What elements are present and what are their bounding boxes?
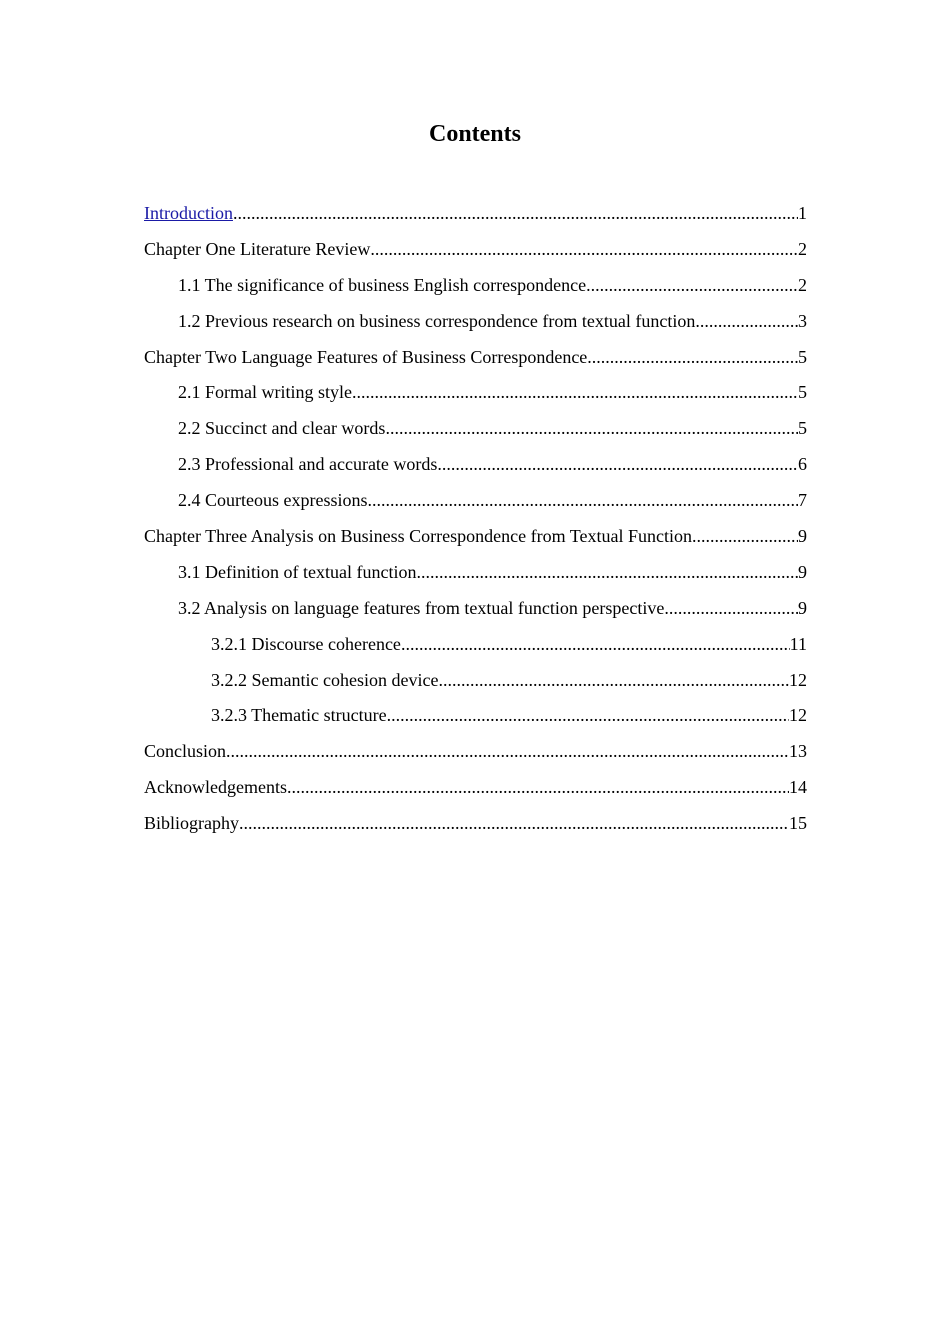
toc-dot-leader	[233, 199, 798, 227]
toc-entry-chapter-one[interactable]	[144, 235, 807, 271]
toc-page-number: 5	[798, 382, 807, 403]
toc-entry-title: Chapter Three Analysis on Business Correspondence from Textual Function	[144, 526, 692, 547]
toc-entry-title: 3.2 Analysis on language features from textual function perspective	[178, 597, 665, 618]
toc-dot-leader	[352, 378, 798, 406]
toc-dot-leader	[385, 414, 798, 442]
toc-dot-leader	[695, 307, 798, 335]
toc-entry-chapter-three[interactable]	[144, 522, 807, 558]
toc-entry-section-2-3[interactable]	[144, 450, 807, 486]
toc-entry-title: 2.4 Courteous expressions	[178, 490, 368, 511]
toc-entry-title: Chapter Two Language Features of Business Correspondence	[144, 346, 588, 367]
page-title: Contents	[428, 121, 521, 147]
toc-entry-title: 2.3 Professional and accurate words	[178, 454, 438, 475]
toc-page-number: 5	[798, 346, 807, 367]
toc-entry-conclusion[interactable]	[144, 737, 807, 773]
toc-entry-section-2-4[interactable]	[144, 486, 807, 522]
toc-dot-leader	[387, 701, 789, 729]
toc-entry-title: 1.1 The significance of business English correspondence	[178, 274, 587, 295]
toc-page-number: 3	[798, 310, 807, 331]
toc-page-number: 12	[789, 705, 807, 726]
toc-page-number: 12	[789, 669, 807, 690]
toc-page-number: 2	[798, 238, 807, 259]
toc-page-number: 7	[798, 490, 807, 511]
toc-entry-title: 3.2.2 Semantic cohesion device	[211, 669, 439, 690]
toc-page-number: 9	[798, 597, 807, 618]
toc-dot-leader	[664, 594, 798, 622]
toc-entry-title: 3.2.3 Thematic structure	[211, 705, 387, 726]
toc-page-number: 14	[789, 777, 807, 798]
toc-entry-bibliography[interactable]	[144, 809, 807, 845]
toc-entry-chapter-two[interactable]	[144, 343, 807, 379]
toc-page-number: 2	[798, 274, 807, 295]
toc-page-number: 9	[798, 526, 807, 547]
toc-entry-title: 3.2.1 Discourse coherence	[211, 633, 401, 654]
toc-dot-leader	[437, 450, 798, 478]
toc-page-number: 9	[798, 561, 807, 582]
toc-entry-section-3-1[interactable]	[144, 558, 807, 594]
toc-page-number: 13	[789, 741, 807, 762]
toc-entry-title: 3.1 Definition of textual function	[178, 561, 417, 582]
toc-dot-leader	[586, 271, 798, 299]
toc-entry-title: 2.2 Succinct and clear words	[178, 418, 386, 439]
toc-entry-section-1-2[interactable]	[144, 307, 807, 343]
toc-page-number: 5	[798, 418, 807, 439]
toc-page-number: 15	[789, 813, 807, 834]
toc-entry-section-2-2[interactable]	[144, 414, 807, 450]
toc-dot-leader	[226, 737, 789, 765]
toc-entry-title: Conclusion	[144, 741, 227, 762]
toc-dot-leader	[367, 486, 798, 514]
toc-page-number: 11	[789, 633, 807, 654]
toc-entry-section-3-2-2[interactable]	[144, 666, 807, 702]
toc-entry-title: 1.2 Previous research on business correspondence from textual function	[178, 310, 696, 331]
toc-page-number: 6	[798, 454, 807, 475]
toc-dot-leader	[287, 773, 789, 801]
toc-entry-introduction[interactable]	[144, 199, 807, 235]
toc-entry-section-3-2-1[interactable]	[144, 630, 807, 666]
toc-entry-section-3-2[interactable]	[144, 594, 807, 630]
toc-entry-title-link[interactable]: Introduction	[144, 203, 233, 223]
toc-dot-leader	[370, 235, 798, 263]
toc-entry-section-1-1[interactable]	[144, 271, 807, 307]
toc-dot-leader	[416, 558, 798, 586]
toc-entry-title: Bibliography	[144, 813, 239, 834]
toc-entry-section-2-1[interactable]	[144, 378, 807, 414]
table-of-contents	[144, 199, 807, 845]
toc-dot-leader	[401, 630, 790, 658]
toc-entry-title: Acknowledgements	[144, 777, 287, 798]
toc-page-number: 1	[798, 203, 807, 223]
toc-dot-leader	[239, 809, 789, 837]
toc-dot-leader	[587, 343, 798, 371]
toc-entry-acknowledgements[interactable]	[144, 773, 807, 809]
toc-entry-section-3-2-3[interactable]	[144, 701, 807, 737]
toc-dot-leader	[438, 666, 789, 694]
toc-entry-title: Chapter One Literature Review	[144, 238, 371, 259]
toc-entry-title: 2.1 Formal writing style	[178, 382, 352, 403]
toc-dot-leader	[692, 522, 798, 550]
